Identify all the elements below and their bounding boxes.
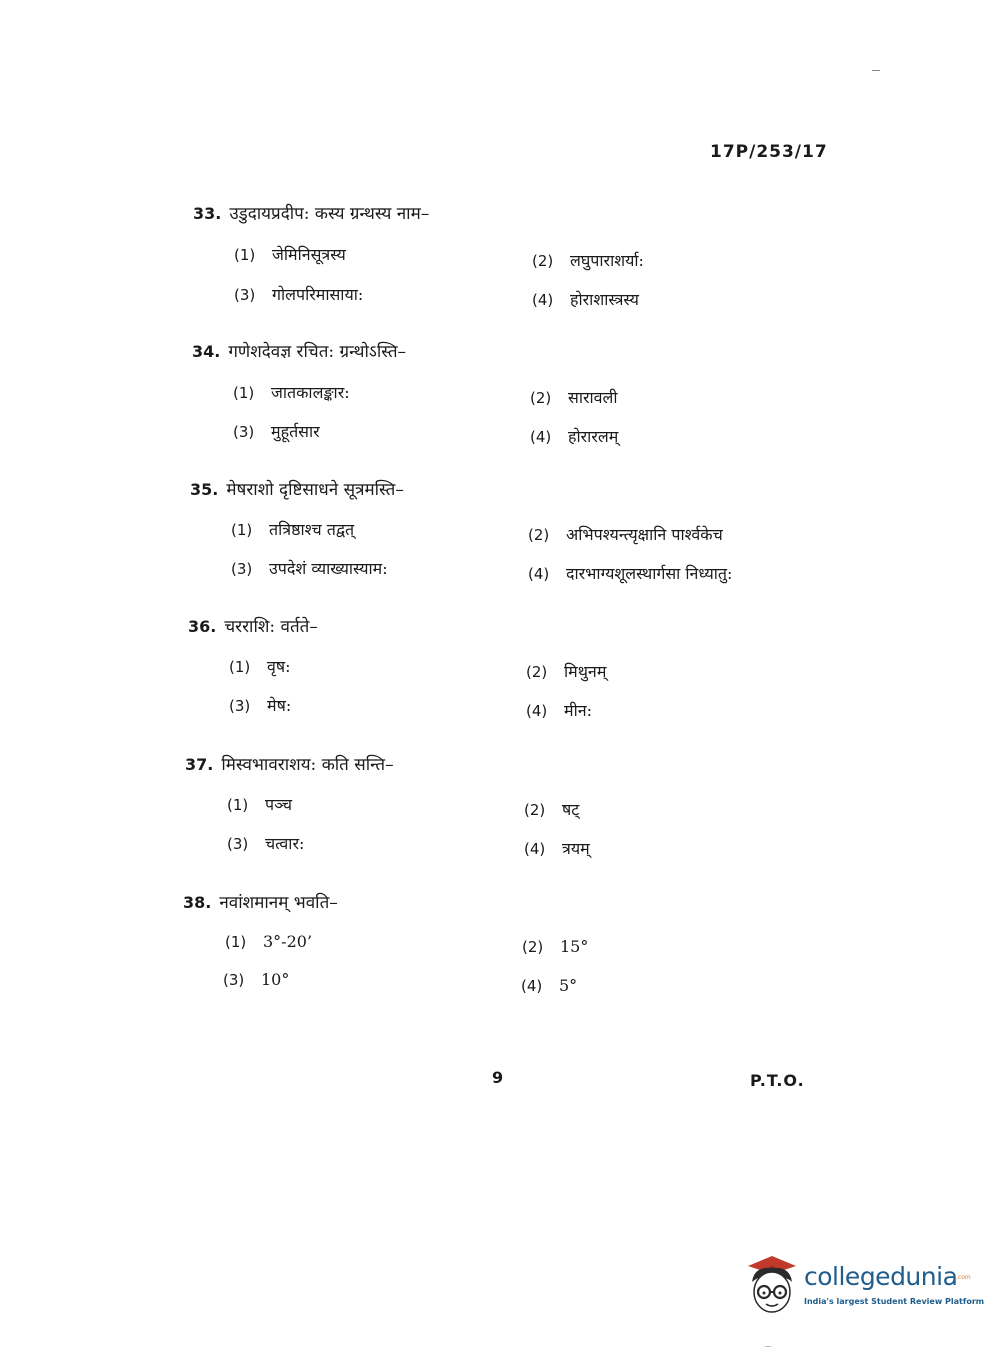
question-number: 34. bbox=[192, 342, 221, 361]
option-3[interactable] bbox=[231, 557, 388, 579]
option-index: (3) bbox=[233, 423, 255, 441]
option-text: लघुपाराशर्या: bbox=[570, 251, 644, 270]
option-index: (3) bbox=[223, 971, 245, 989]
page-number: 9 bbox=[492, 1068, 504, 1087]
option-4[interactable] bbox=[532, 288, 639, 310]
option-index: (2) bbox=[528, 526, 550, 544]
question-number: 35. bbox=[190, 480, 219, 499]
question-33 bbox=[0, 201, 1001, 321]
option-text: मेष: bbox=[267, 696, 292, 715]
option-3[interactable] bbox=[233, 420, 320, 442]
option-text: 5° bbox=[559, 976, 578, 995]
question-37 bbox=[0, 752, 1001, 872]
question-34 bbox=[0, 339, 1001, 459]
option-4[interactable] bbox=[521, 976, 577, 995]
option-4[interactable] bbox=[526, 699, 592, 721]
option-index: (1) bbox=[233, 384, 255, 402]
question-text: मिस्वभावराशय: कति सन्ति– bbox=[221, 755, 394, 775]
option-text: तत्रिष्ठाश्च तद्वत् bbox=[269, 520, 355, 539]
option-text: 10° bbox=[261, 970, 290, 989]
question-stem bbox=[190, 477, 404, 500]
option-index: (2) bbox=[530, 389, 552, 407]
student-mascot-icon bbox=[742, 1252, 802, 1322]
option-index: (3) bbox=[229, 697, 251, 715]
option-index: (3) bbox=[234, 286, 256, 304]
option-text: त्रयम् bbox=[562, 839, 590, 858]
question-number: 37. bbox=[185, 755, 214, 774]
option-text: षट् bbox=[562, 800, 580, 819]
logo-wordmark: collegedunia bbox=[804, 1262, 958, 1291]
question-stem bbox=[192, 339, 406, 362]
question-number: 36. bbox=[188, 617, 217, 636]
option-text: मुहूर्तसार bbox=[271, 422, 320, 441]
option-4[interactable] bbox=[524, 837, 590, 859]
option-3[interactable] bbox=[229, 694, 291, 716]
option-index: (1) bbox=[229, 658, 251, 676]
option-index: (4) bbox=[530, 428, 552, 446]
option-text: 3°-20’ bbox=[263, 932, 313, 951]
option-text: अभिपश्यन्त्यृक्षानि पार्श्वकेच bbox=[566, 525, 723, 544]
question-stem bbox=[183, 890, 338, 913]
option-index: (4) bbox=[524, 840, 546, 858]
option-text: गोलपरिमासाया: bbox=[272, 285, 364, 304]
option-1[interactable] bbox=[231, 518, 354, 540]
option-4[interactable] bbox=[530, 425, 618, 447]
option-text: मीन: bbox=[564, 701, 592, 720]
option-index: (3) bbox=[227, 835, 249, 853]
option-index: (2) bbox=[526, 663, 548, 681]
paper-code: 17P/253/17 bbox=[710, 142, 828, 162]
option-text: 15° bbox=[560, 937, 589, 956]
option-text: पञ्च bbox=[265, 795, 293, 814]
collegedunia-logo[interactable] bbox=[742, 1252, 985, 1324]
question-text: गणेशदेवज्ञ रचित: ग्रन्थोऽस्ति– bbox=[228, 342, 407, 362]
option-3[interactable] bbox=[234, 283, 363, 305]
option-1[interactable] bbox=[227, 793, 292, 815]
question-text: मेषराशो दृष्टिसाधने सूत्रमस्ति– bbox=[226, 480, 404, 500]
option-index: (4) bbox=[526, 702, 548, 720]
question-stem bbox=[193, 201, 429, 224]
question-text: उडुदायप्रदीप: कस्य ग्रन्थस्य नाम– bbox=[229, 204, 430, 224]
option-2[interactable] bbox=[522, 937, 588, 956]
option-2[interactable] bbox=[530, 386, 618, 408]
option-3[interactable] bbox=[223, 970, 289, 989]
option-1[interactable] bbox=[229, 655, 291, 677]
question-text: नवांशमानम् भवति– bbox=[219, 893, 338, 913]
question-36 bbox=[0, 614, 1001, 734]
option-text: चत्वार: bbox=[265, 834, 305, 853]
question-stem bbox=[188, 614, 318, 637]
option-2[interactable] bbox=[532, 249, 644, 271]
option-index: (1) bbox=[231, 521, 253, 539]
question-text: चरराशि: वर्तते– bbox=[224, 617, 318, 637]
option-index: (4) bbox=[528, 565, 550, 583]
option-text: वृष: bbox=[267, 657, 291, 676]
option-text: होरारलम् bbox=[568, 427, 619, 446]
logo-tagline: India's largest Student Review Platform bbox=[804, 1297, 985, 1306]
option-index: (4) bbox=[521, 977, 543, 995]
logo-domain-suffix: .com bbox=[956, 1274, 971, 1281]
option-index: (3) bbox=[231, 560, 253, 578]
option-3[interactable] bbox=[227, 832, 304, 854]
question-38 bbox=[0, 890, 1001, 1010]
pto-label: P.T.O. bbox=[750, 1071, 805, 1090]
option-text: उपदेशं व्याख्यास्याम: bbox=[269, 559, 388, 578]
option-text: होराशास्त्रस्य bbox=[570, 290, 639, 309]
option-text: सारावली bbox=[568, 388, 618, 407]
option-2[interactable] bbox=[524, 798, 579, 820]
option-text: दारभाग्यशूलस्थार्गसा निध्यातु: bbox=[566, 564, 733, 583]
option-2[interactable] bbox=[528, 523, 723, 545]
option-1[interactable] bbox=[234, 243, 346, 265]
question-number: 38. bbox=[183, 893, 212, 912]
option-2[interactable] bbox=[526, 660, 606, 682]
option-1[interactable] bbox=[225, 932, 312, 951]
question-number: 33. bbox=[193, 204, 222, 223]
scan-mark bbox=[872, 70, 880, 71]
option-text: जातकालङ्कार: bbox=[271, 383, 350, 402]
scan-mark-bottom bbox=[765, 1346, 771, 1347]
option-text: मिथुनम् bbox=[564, 662, 607, 681]
option-text: जेमिनिसूत्रस्य bbox=[272, 245, 346, 264]
question-35 bbox=[0, 477, 1001, 597]
option-index: (2) bbox=[524, 801, 546, 819]
option-index: (1) bbox=[227, 796, 249, 814]
option-4[interactable] bbox=[528, 562, 732, 584]
option-index: (2) bbox=[532, 252, 554, 270]
option-index: (1) bbox=[234, 246, 256, 264]
question-stem bbox=[185, 752, 394, 775]
option-index: (2) bbox=[522, 938, 544, 956]
option-index: (4) bbox=[532, 291, 554, 309]
option-1[interactable] bbox=[233, 381, 350, 403]
option-index: (1) bbox=[225, 933, 247, 951]
